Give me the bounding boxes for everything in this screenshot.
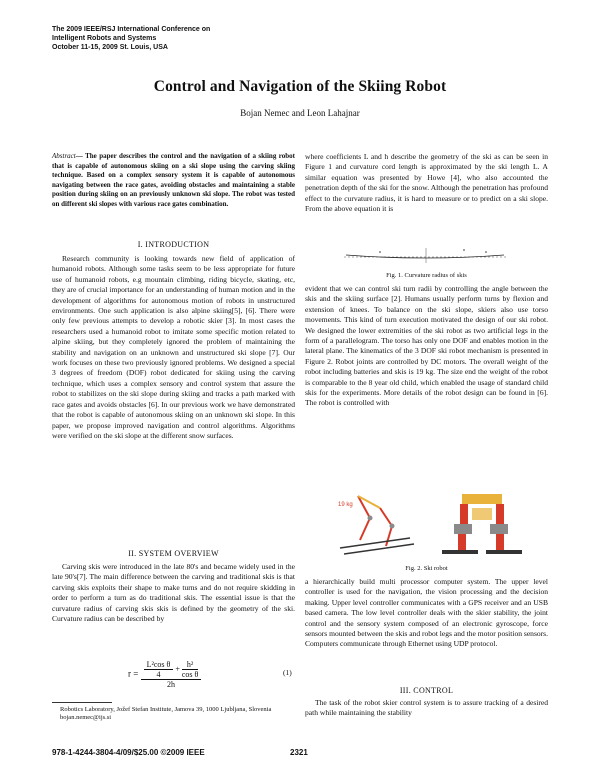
fig2-label: 19 kg <box>338 502 353 508</box>
figure-2-ski-robot <box>330 488 540 560</box>
fig2-model-box <box>472 508 492 520</box>
fig2-model-joint <box>490 524 508 534</box>
footer-isbn: 978-1-4244-3804-4/09/$25.00 ©2009 IEEE <box>52 748 205 757</box>
fig1-dot <box>463 249 465 251</box>
equation-1 <box>128 660 201 689</box>
fig2-kinematic-sketch <box>338 496 414 554</box>
conference-line-1: The 2009 IEEE/RSJ International Conference on <box>52 26 211 33</box>
equation-number: (1) <box>283 668 292 677</box>
control-body <box>305 698 548 719</box>
overview-heading: II. SYSTEM OVERVIEW <box>128 549 219 558</box>
fig2-link <box>380 508 392 526</box>
footnote <box>52 706 295 723</box>
figure-1-caption: Fig. 1. Curvature radius of skis <box>386 272 467 279</box>
fig2-link <box>386 526 392 546</box>
eq-den-b: cos θ <box>181 670 199 679</box>
eq-plus: + <box>175 664 180 674</box>
fig2-model-shin <box>458 534 466 550</box>
fig2-model-ski <box>486 550 522 554</box>
fig1-dot <box>485 251 487 253</box>
paper-authors: Bojan Nemec and Leon Lahajnar <box>240 108 360 118</box>
fig1-dot <box>379 251 381 253</box>
right-text-1 <box>305 152 548 214</box>
right-text-2 <box>305 284 548 409</box>
equation-lhs: r = <box>128 668 139 679</box>
abstract-label: Abstract <box>52 152 76 160</box>
equation-main-fraction <box>141 660 202 689</box>
fig2-model-leg <box>460 504 468 526</box>
paper-title: Control and Navigation of the Skiing Robot <box>153 78 447 95</box>
control-heading: III. CONTROL <box>399 686 454 695</box>
control-paragraph: The task of the robot skier control system is to assure tracking of a desired path while maintaining the stability <box>305 698 548 718</box>
right-paragraph-2: evident that we can control ski turn radii by controlling the angle between the skis and the skiing surface [2]. Humans usually perform turns by flexion and extension of knees. To balance on the ski slope, skiers also use torso movements. This kind of turn execution motivated the design of our ski robot. We designed the lower extremities of the ski robot as two artificial legs in the form of a parallelogram. The torso has only one DOF and enables motion in the lateral plane. The kinematics of the 3 DOF ski robot mechanism is presented in Figure 2. Robot joints are controlled by DC motors. The overall weight of the robot including batteries and skis is 19 kg. The size end the weight of the robot is comparable to the 8 year old child, which enabled the usage of standard child skis for the experiments. More details of the robot design can be found in [6]. The robot is controlled with <box>305 284 548 408</box>
fig2-link <box>360 518 370 540</box>
fig2-model-shin <box>496 534 504 550</box>
conference-line-3: October 11-15, 2009 St. Louis, USA <box>52 44 168 51</box>
overview-paragraph: Carving skis were introduced in the late 80's and became widely used in the late 90's[7]. The main difference between the carving and traditional skis is that carving skis exploits their shape to make turns and do not require skidding in order to perform a turn as do traditional skis. The essential issue is that the curvature radius of carving skis skis is defined by the geometry of the ski. Curvature radius can be described by <box>52 562 295 624</box>
figure-2-caption: Fig. 2. Ski robot <box>405 565 448 572</box>
fig2-model-ski <box>442 550 478 554</box>
fig1-ski-curve <box>346 255 504 258</box>
right-text-3 <box>305 577 548 650</box>
footnote-rule <box>52 702 112 703</box>
right-paragraph-3: a hierarchically build multi processor computer system. The upper level controller is used for the navigation, the vision processing and the decision making. Upper level controller communicates with a GPS receiver and an USB based camera. The low level controller deals with the skier stability, the joint control and the sensory system composed of an electronic gyroscope, force sensors mounted between the skis and robot legs and the motor position sensors. Computers communicate through Ethernet using UDP protocol. <box>305 577 548 649</box>
overview-body <box>52 562 295 624</box>
fig2-model-leg <box>496 504 504 526</box>
intro-heading: I. INTRODUCTION <box>137 240 210 249</box>
fig2-model-joint <box>454 524 472 534</box>
fig2-joint <box>390 524 395 529</box>
eq-num-b: h² <box>182 660 199 670</box>
fig2-rendered-model <box>442 494 522 554</box>
footnote-email: bojan.nemec@ijs.si <box>60 714 112 722</box>
eq-den-main: 2h <box>166 680 175 689</box>
conference-header <box>52 25 210 52</box>
eq-den-a: 4 <box>156 670 161 679</box>
page-number: 2321 <box>290 748 308 757</box>
intro-body <box>52 254 295 441</box>
fig2-model-torso <box>462 494 502 504</box>
abstract <box>52 152 295 210</box>
intro-paragraph: Research community is looking towards new field of application of humanoid robots. Although some tasks seem to be less appropriate for future use of humanoid robots, e.g mountain climbing, riding bicycle, skating, etc, they are of crucial importance for an understanding of human motion and in the development of algorithms for autonomous motion of robots in unstructured environments. One such application is also alpine skiing[5], [6]. There were only few previous attempts to develop a robotic skier [3]. In most cases the researchers used a humanoid robot to imitate some specific motion related to alpine skiing, but they completely ignored the problem of maintaining the stability and navigation on an unknown and unstructured ski slope [7]. Our work focuses on these two previously ignored problems. We designed a special 3 degrees of freedom (DOF) robot dedicated for skiing using the carving technique, which uses a complex sensory and control system that assure the robot to stabilizes on the ski slope during skiing and tracks a path marked with race gates and avoids obstacles [6]. In our previous work we have demonstrated that the robot is capable of autonomous skiing on an unknown ski slope. In this paper, we propose improved navigation and control algorithms. Algorithms were verified on the ski slope at the different snow surfaces. <box>52 254 295 440</box>
footnote-affiliation: Robotics Laboratory, Jožef Stefan Institute, Jamova 39, 1000 Ljubljana, Slovenia <box>60 706 272 713</box>
abstract-text: — The paper describes the control and the navigation of a skiing robot that is capable of autonomous skiing on a ski slope using the carving skiing technique. Based on a complex sensory system it is capable of autonomous navigating between the race gates, avoiding obstacles and maintaining a stable position during skiing on an previously unknown ski slope. The robot was tested on different ski slopes with various race gates combination. <box>52 152 295 208</box>
right-paragraph-1: where coefficients L and h describe the geometry of the ski as can be seen in Figure 1 and curvature cord length is approximated by the ski length L. A similar equation was presented by Howe [4], who also accounted the penetration depth of the ski for the snow. Although the penetration has profound effect to the curvature radius, it is hard to measure or to predict on a ski slope. From the above equation it is <box>305 152 548 214</box>
figure-1-curvature-diagram <box>340 243 510 267</box>
conference-line-2: Intelligent Robots and Systems <box>52 35 157 42</box>
fig2-joint <box>368 516 373 521</box>
eq-num-a: L²cos θ <box>144 660 174 670</box>
